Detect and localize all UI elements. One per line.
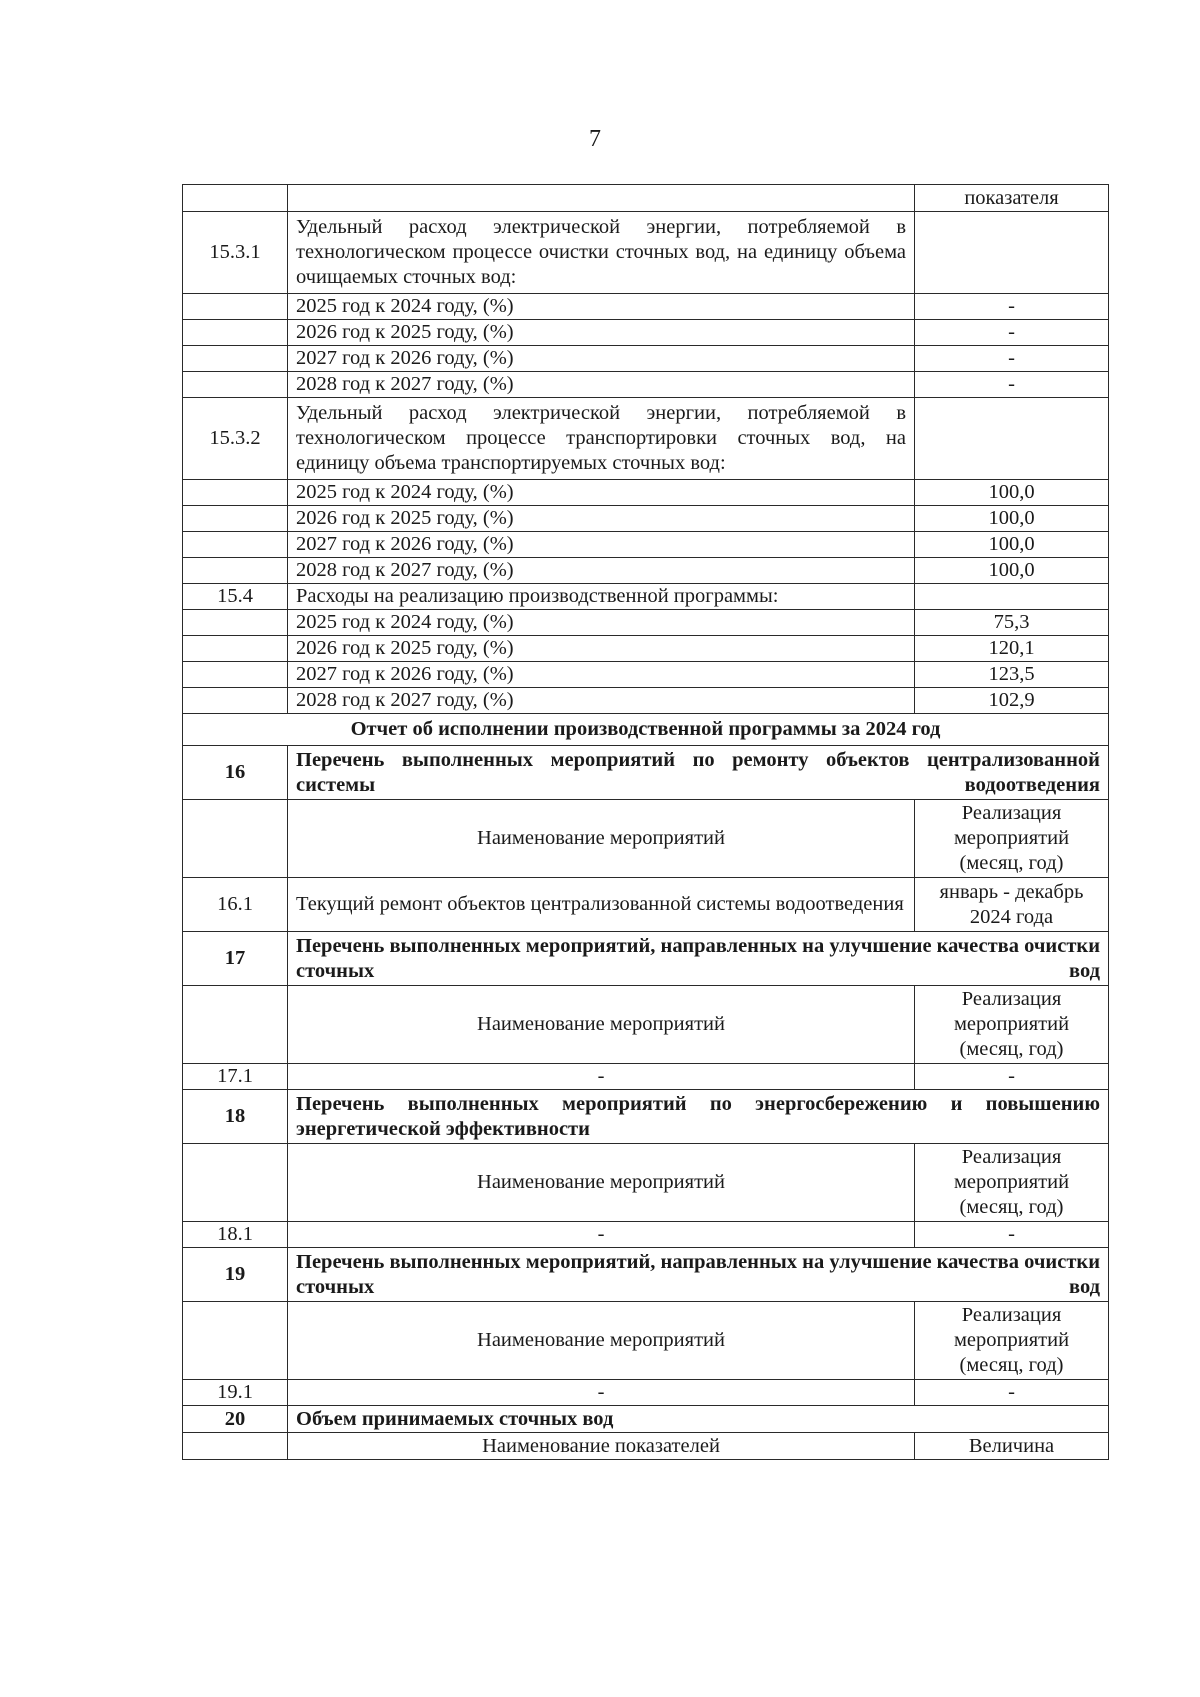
column-header-name: Наименование мероприятий	[288, 1302, 915, 1380]
value-cell: 100,0	[915, 558, 1109, 584]
table-row	[183, 1406, 1109, 1433]
page-number: 7	[589, 126, 601, 152]
program-table	[182, 184, 1109, 1460]
value-cell: -	[915, 320, 1109, 346]
activity-text: -	[288, 1064, 915, 1090]
value-cell: 123,5	[915, 662, 1109, 688]
cell-text	[288, 185, 915, 212]
year-label: 2027 год к 2026 году, (%)	[288, 346, 915, 372]
year-label: 2027 год к 2026 году, (%)	[288, 532, 915, 558]
column-header-implementation: Реализация мероприятий (месяц, год)	[915, 986, 1109, 1064]
section-number: 17	[183, 932, 288, 986]
value-cell: 100,0	[915, 480, 1109, 506]
table-row	[183, 610, 1109, 636]
activity-date: -	[915, 1064, 1109, 1090]
column-header-value: Величина	[915, 1433, 1109, 1460]
row-number: 15.3.2	[183, 398, 288, 480]
indicator-text: Удельный расход электрической энергии, потребляемой в технологическом процессе очистки сточных вод, на единицу объема очищаемых сточных вод:	[288, 212, 915, 294]
year-label: 2028 год к 2027 году, (%)	[288, 688, 915, 714]
row-number: 19.1	[183, 1380, 288, 1406]
year-label: 2027 год к 2026 году, (%)	[288, 662, 915, 688]
table-row	[183, 1064, 1109, 1090]
table-row	[183, 558, 1109, 584]
table-row	[183, 480, 1109, 506]
table-row	[183, 320, 1109, 346]
value-cell: 100,0	[915, 532, 1109, 558]
table-row	[183, 1222, 1109, 1248]
table-row	[183, 1433, 1109, 1460]
year-label: 2026 год к 2025 году, (%)	[288, 506, 915, 532]
year-label: 2026 год к 2025 году, (%)	[288, 320, 915, 346]
column-header-name: Наименование показателей	[288, 1433, 915, 1460]
value-cell: -	[915, 294, 1109, 320]
year-label: 2025 год к 2024 году, (%)	[288, 294, 915, 320]
section-title: Перечень выполненных мероприятий, направленных на улучшение качества очистки сточных вод	[288, 932, 1109, 986]
section-title: Перечень выполненных мероприятий по энергосбережению и повышению энергетической эффективности	[288, 1090, 1109, 1144]
column-header-implementation: Реализация мероприятий (месяц, год)	[915, 800, 1109, 878]
value-cell	[915, 584, 1109, 610]
value-cell: -	[915, 372, 1109, 398]
section-title: Объем принимаемых сточных вод	[288, 1406, 1109, 1433]
section-number: 16	[183, 746, 288, 800]
activity-date: январь - декабрь 2024 года	[915, 878, 1109, 932]
column-header-name: Наименование мероприятий	[288, 1144, 915, 1222]
table-row	[183, 532, 1109, 558]
year-label: 2025 год к 2024 году, (%)	[288, 480, 915, 506]
table-row	[183, 372, 1109, 398]
column-header-implementation: Реализация мероприятий (месяц, год)	[915, 1302, 1109, 1380]
table-row	[183, 932, 1109, 986]
activity-date: -	[915, 1222, 1109, 1248]
value-cell: 75,3	[915, 610, 1109, 636]
year-label: 2028 год к 2027 году, (%)	[288, 558, 915, 584]
table-row	[183, 1144, 1109, 1222]
value-cell: 120,1	[915, 636, 1109, 662]
table-row	[183, 294, 1109, 320]
table-row	[183, 878, 1109, 932]
column-header-name: Наименование мероприятий	[288, 986, 915, 1064]
report-title: Отчет об исполнении производственной программы за 2024 год	[183, 714, 1109, 746]
table-row	[183, 584, 1109, 610]
section-title: Перечень выполненных мероприятий по ремонту объектов централизованной системы водоотведения	[288, 746, 1109, 800]
table-row	[183, 688, 1109, 714]
table-row	[183, 1302, 1109, 1380]
section-number: 19	[183, 1248, 288, 1302]
indicator-text: Удельный расход электрической энергии, потребляемой в технологическом процессе транспортировки сточных вод, на единицу объема транспортируемых сточных вод:	[288, 398, 915, 480]
row-number: 17.1	[183, 1064, 288, 1090]
row-number: 15.4	[183, 584, 288, 610]
table-row	[183, 636, 1109, 662]
table-row	[183, 185, 1109, 212]
header-continuation: показателя	[915, 185, 1109, 212]
cell-num	[183, 185, 288, 212]
table-row	[183, 800, 1109, 878]
table-row	[183, 714, 1109, 746]
table-row	[183, 986, 1109, 1064]
indicator-text: Расходы на реализацию производственной программы:	[288, 584, 915, 610]
table-row	[183, 212, 1109, 294]
value-cell	[915, 398, 1109, 480]
year-label: 2028 год к 2027 году, (%)	[288, 372, 915, 398]
table-row	[183, 746, 1109, 800]
row-number: 16.1	[183, 878, 288, 932]
value-cell: 100,0	[915, 506, 1109, 532]
section-number: 20	[183, 1406, 288, 1433]
table-row	[183, 346, 1109, 372]
year-label: 2026 год к 2025 году, (%)	[288, 636, 915, 662]
table-row	[183, 398, 1109, 480]
table-row	[183, 1380, 1109, 1406]
activity-date: -	[915, 1380, 1109, 1406]
row-number: 18.1	[183, 1222, 288, 1248]
year-label: 2025 год к 2024 году, (%)	[288, 610, 915, 636]
value-cell: 102,9	[915, 688, 1109, 714]
activity-text: -	[288, 1222, 915, 1248]
value-cell: -	[915, 346, 1109, 372]
table-row	[183, 1090, 1109, 1144]
section-number: 18	[183, 1090, 288, 1144]
column-header-implementation: Реализация мероприятий (месяц, год)	[915, 1144, 1109, 1222]
row-number: 15.3.1	[183, 212, 288, 294]
table-row	[183, 662, 1109, 688]
value-cell	[915, 212, 1109, 294]
table-row	[183, 506, 1109, 532]
column-header-name: Наименование мероприятий	[288, 800, 915, 878]
section-title: Перечень выполненных мероприятий, направленных на улучшение качества очистки сточных вод	[288, 1248, 1109, 1302]
activity-text: -	[288, 1380, 915, 1406]
table-row	[183, 1248, 1109, 1302]
activity-text: Текущий ремонт объектов централизованной системы водоотведения	[288, 878, 915, 932]
